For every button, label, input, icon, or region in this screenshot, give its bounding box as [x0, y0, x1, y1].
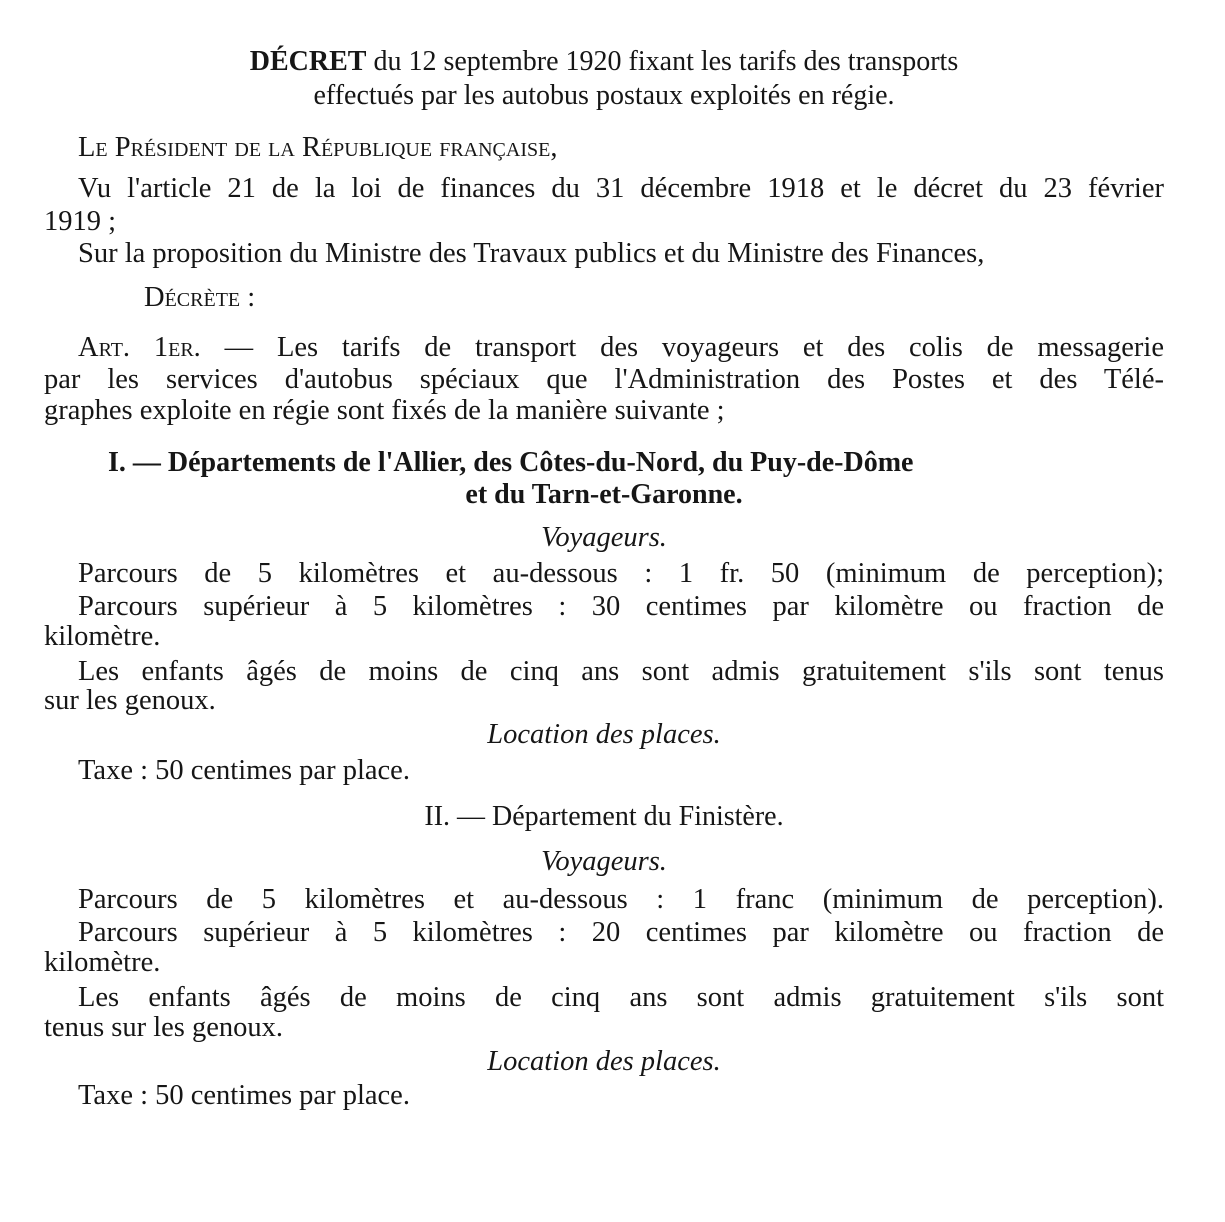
section-2-heading: II. — Département du Finistère. [424, 801, 784, 832]
article-1-line-1 [78, 332, 1164, 364]
sur-la-proposition-line: Sur la proposition du Ministre des Travaux publics et du Ministre des Finances, [78, 238, 985, 269]
decree-title-text: du 12 septembre 1920 fixant les tarifs des transports [366, 46, 959, 77]
section-2-location-heading: Location des places. [487, 1046, 721, 1077]
decree-title-line-2: effectués par les autobus postaux exploités en régie. [313, 80, 895, 111]
section-1-voyageurs-heading: Voyageurs. [541, 522, 667, 553]
article-1-line-2: par les services d'autobus spéciaux que l'Administration des Postes et des Télé- [44, 364, 1164, 395]
section-2-children-line-2: tenus sur les genoux. [44, 1012, 284, 1043]
section-1-children-line-2: sur les genoux. [44, 685, 216, 716]
section-1-tariff-line-2: Parcours supérieur à 5 kilomètres : 30 centimes par kilomètre ou fraction de [78, 591, 1164, 622]
vu-line-2: 1919 ; [44, 206, 117, 237]
section-2-taxe-line: Taxe : 50 centimes par place. [78, 1080, 410, 1111]
section-1-heading-line-1: I. — Départements de l'Allier, des Côtes-du-Nord, du Puy-de-Dôme [108, 447, 914, 478]
decrete-line: Décrète : [144, 282, 256, 313]
article-1-label: Art. 1er. [78, 332, 201, 363]
article-1-text: — Les tarifs de transport des voyageurs et des colis de messagerie [200, 332, 1164, 363]
article-1-line-3: graphes exploite en régie sont fixés de la manière suivante ; [44, 395, 725, 426]
decree-title-keyword: DÉCRET [249, 46, 367, 77]
document-page [44, 0, 1164, 1222]
section-1-location-heading: Location des places. [487, 719, 721, 750]
section-1-children-line-1: Les enfants âgés de moins de cinq ans sont admis gratuitement s'ils sont tenus [78, 656, 1164, 687]
section-2-children-line-1: Les enfants âgés de moins de cinq ans sont admis gratuitement s'ils sont [78, 982, 1164, 1013]
decree-title-line-1 [44, 46, 1164, 78]
section-2-voyageurs-heading: Voyageurs. [541, 846, 667, 877]
section-2-tariff-line-2: Parcours supérieur à 5 kilomètres : 20 centimes par kilomètre ou fraction de [78, 917, 1164, 948]
vu-line-1: Vu l'article 21 de la loi de finances du 31 décembre 1918 et le décret du 23 février [78, 173, 1164, 204]
section-2-tariff-line-1: Parcours de 5 kilomètres et au-dessous : 1 franc (minimum de perception). [78, 884, 1164, 915]
section-2-tariff-line-2-cont: kilomètre. [44, 947, 161, 978]
section-1-heading-line-2: et du Tarn-et-Garonne. [465, 479, 743, 510]
section-1-tariff-line-1: Parcours de 5 kilomètres et au-dessous : 1 fr. 50 (minimum de perception); [78, 558, 1164, 589]
section-1-taxe-line: Taxe : 50 centimes par place. [78, 755, 410, 786]
president-line: Le Président de la République française, [78, 132, 558, 163]
section-1-tariff-line-2-cont: kilomètre. [44, 621, 161, 652]
